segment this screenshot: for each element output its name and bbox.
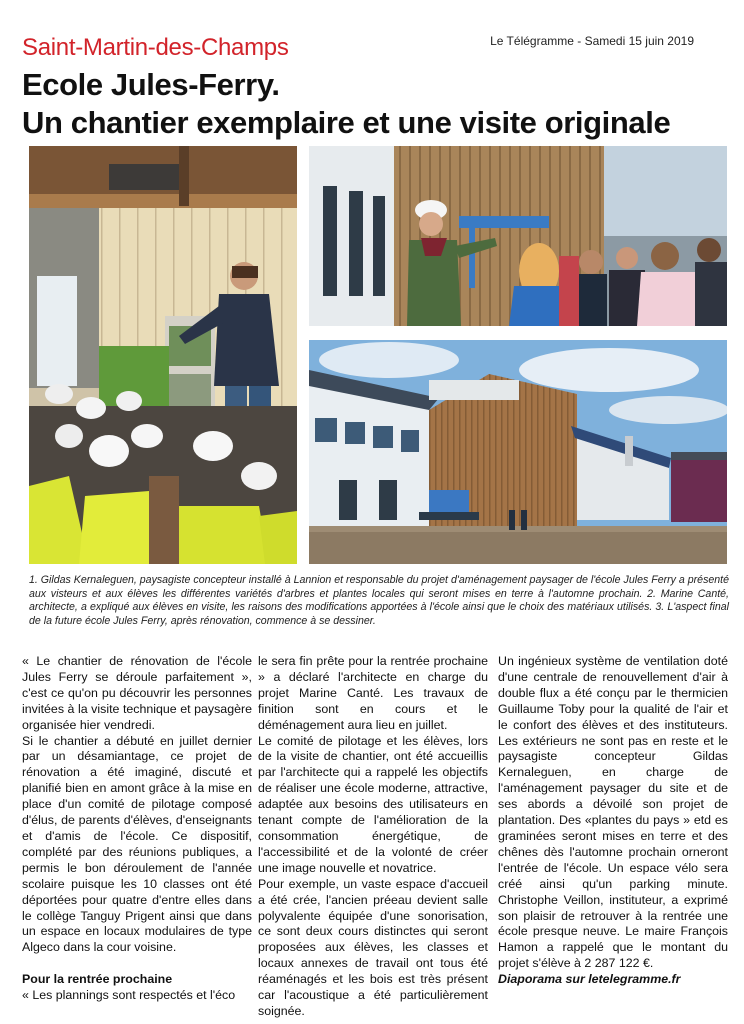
photo-architect-students bbox=[309, 146, 727, 326]
headline-line-1: Ecole Jules-Ferry. bbox=[22, 67, 280, 102]
headline-line-2: Un chantier exemplaire et une visite originale bbox=[22, 105, 671, 140]
article-paragraph: « Le chantier de rénovation de l'école Jules Ferry se déroule parfaitement », c'est ce qu'on pu découvrir les personnes invitées à la visite technique et paysagère organisée hier vendredi. bbox=[22, 654, 252, 732]
article-signature: Diaporama sur letelegramme.fr bbox=[498, 972, 681, 987]
article-paragraph: Si le chantier a débuté en juillet dernier par un désamiantage, ce projet de rénovation a été imaginé, discuté et planifié bien en amont grâce à la mise en place d'un comité de pilotage composé d'élus, de parents d'élèves, d'enseignants et d'amis de l'école. Ce dispositif, complété par des réunions publiques, a permis le bon déroulement de l'année scolaire puisque les 10 classes ont été déportées pour quatre d'entre elles dans le collège Tanguy Prigent ainsi que dans un espace en locaux modulaires de type Algeco dans la cour voisine. bbox=[22, 733, 252, 955]
photo-school-exterior bbox=[309, 340, 727, 564]
article-paragraph: Un ingénieux système de ventilation doté d'une centrale de renouvellement d'air à double flux a été conçu par le thermicien Guillaume Toby pour la qualité de l'air et le confort des élèves et des instituteurs. Les extérieurs ne sont pas en reste et le paysagiste concepteur Gildas Kernaleguen, en charge de l'aménagement paysager du site et de ses abords a dévoilé son projet de plantation. Des «plantes du pays » etd es graminées seront mises en terre et des chênes dès l'automne prochain orneront l'entrée de l'école. Un espace vélo sera créé ainsi qu'un parking minute. Christophe Veillon, instituteur, a exprimé son plaisir de retrouver à la rentrée une école presque neuve. Le maire François Hamon a rappelé que le montant du projet s'élève à 2 287 122 €. bbox=[498, 654, 728, 971]
article-paragraph: Pour exemple, un vaste espace d'accueil a été crée, l'ancien préeau devient salle polyvalente équipée d'une sonorisation, ce sont deux cours distinctes qui seront proposées aux élèves, les classes et locaux annexes de travail ont tous été réaménagés et les bois est très présent car l'acoustique a été particulièrement soignée. bbox=[258, 876, 488, 1018]
publication-date: Le Télégramme - Samedi 15 juin 2019 bbox=[490, 34, 694, 48]
article-column-1 bbox=[22, 654, 252, 1004]
article-paragraph: Le comité de pilotage et les élèves, lors de la visite de chantier, ont été accueillis par l'architecte qui a rappelé les objectifs de réaliser une école moderne, attractive, adaptée aux besoins des utilisateurs en tenant compte de l'amélioration de la consommation énergétique, de l'accessibilité et de la volonté de créer une image nouvelle et novatrice. bbox=[258, 733, 488, 875]
headline bbox=[22, 66, 732, 142]
photo-landscaper-presentation bbox=[29, 146, 297, 564]
article-paragraph: le sera fin prête pour la rentrée prochaine » a déclaré l'architecte en charge du projet Marine Canté. Les travaux de finition sont en cours et le déménagement aura lieu en juillet. bbox=[258, 654, 488, 732]
article-column-3 bbox=[498, 654, 728, 988]
article-column-2 bbox=[258, 654, 488, 1020]
article-paragraph: « Les plannings sont respectés et l'éco bbox=[22, 988, 236, 1003]
photo-caption: 1. Gildas Kernaleguen, paysagiste concepteur installé à Lannion et responsable du projet d'aménagement paysager de l'école Jules Ferry a présenté aux visteurs et aux élèves les différentes variétés d'arbres et plantes locales qui seront mises en terre à l'automne prochain. 2. Marine Canté, architecte, a expliqué aux élèves en visite, les raisons des modifications apportées à l'école ainsi que le choix des matériaux utilisés. 3. L'aspect final de la future école Jules Ferry, après rénovation, commence à se dessiner. bbox=[29, 574, 729, 627]
article-subhead: Pour la rentrée prochaine bbox=[22, 972, 173, 987]
section-kicker: Saint-Martin-des-Champs bbox=[22, 34, 289, 61]
